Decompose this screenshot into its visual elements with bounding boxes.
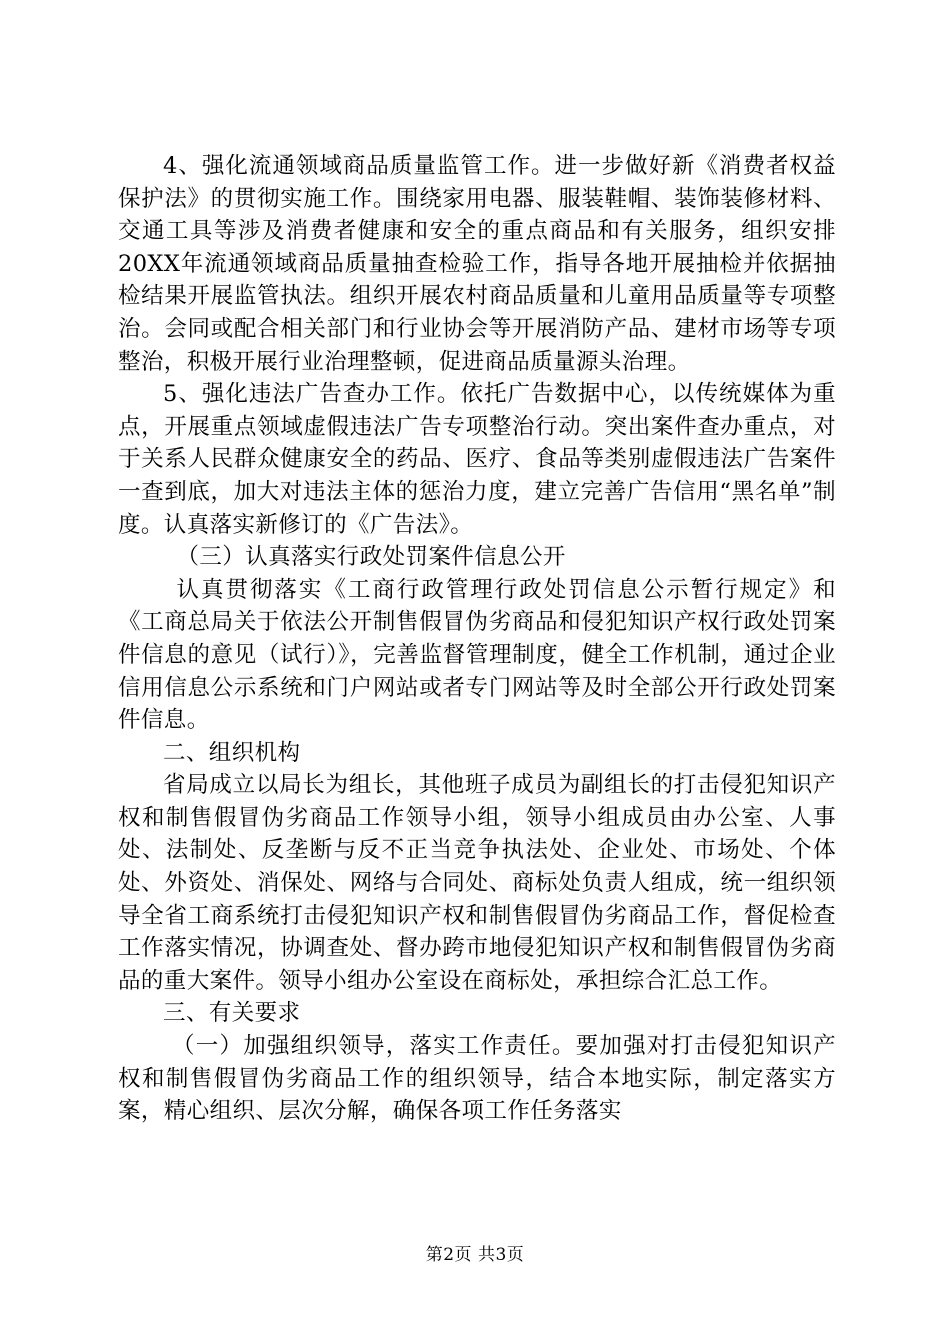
- page-number-footer: 第2页 共3页: [425, 1245, 525, 1265]
- section-heading-requirements: 三、有关要求: [163, 1000, 301, 1027]
- document-body: [118, 150, 836, 1128]
- section-heading-organization: 二、组织机构: [163, 739, 301, 766]
- paragraph-item-4: 4、强化流通领域商品质量监管工作。进一步做好新《消费者权益保护法》的贯彻实施工作。围绕家用电器、服装鞋帽、装饰装修材料、交通工具等涉及消费者健康和安全的重点商品和有关服务，组织安排20XX年流通领域商品质量抽查检验工作，指导各地开展抽检并依据抽检结果开展监管执法。组织开展农村商品质量和儿童用品质量等专项整治。会同或配合相关部门和行业协会等开展消防产品、建材市场等专项整治，积极开展行业治理整顿，促进商品质量源头治理。: [118, 153, 836, 375]
- paragraph-info-disclosure: 认真贯彻落实《工商行政管理行政处罚信息公示暂行规定》和《工商总局关于依法公开制售假冒伪劣商品和侵犯知识产权行政处罚案件信息的意见（试行）》，完善监督管理制度，健全工作机制，通过企业信用信息公示系统和门户网站或者专门网站等及时全部公开行政处罚案件信息。: [118, 576, 836, 734]
- section-subheading-3: （三）认真落实行政处罚案件信息公开: [176, 544, 566, 571]
- paragraph-item-5: 5、强化违法广告查办工作。依托广告数据中心，以传统媒体为重点，开展重点领域虚假违法广告专项整治行动。突出案件查办重点，对于关系人民群众健康安全的药品、医疗、食品等类别虚假违法广告案件一查到底，加大对违法主体的惩治力度，建立完善广告信用“黑名单”制度。认真落实新修订的《广告法》。: [118, 381, 836, 538]
- paragraph-organization: 省局成立以局长为组长，其他班子成员为副组长的打击侵犯知识产权和制售假冒伪劣商品工作领导小组，领导小组成员由办公室、人事处、法制处、反垄断与反不正当竞争执法处、企业处、市场处、个体处、外资处、消保处、网络与合同处、商标处负责人组成，统一组织领导全省工商系统打击侵犯知识产权和制售假冒伪劣商品工作，督促检查工作落实情况，协调查处、督办跨市地侵犯知识产权和制售假冒伪劣商品的重大案件。领导小组办公室设在商标处，承担综合汇总工作。: [118, 772, 836, 994]
- paragraph-requirement-1: （一）加强组织领导，落实工作责任。要加强对打击侵犯知识产权和制售假冒伪劣商品工作的组织领导，结合本地实际，制定落实方案，精心组织、层次分解，确保各项工作任务落实: [118, 1033, 836, 1125]
